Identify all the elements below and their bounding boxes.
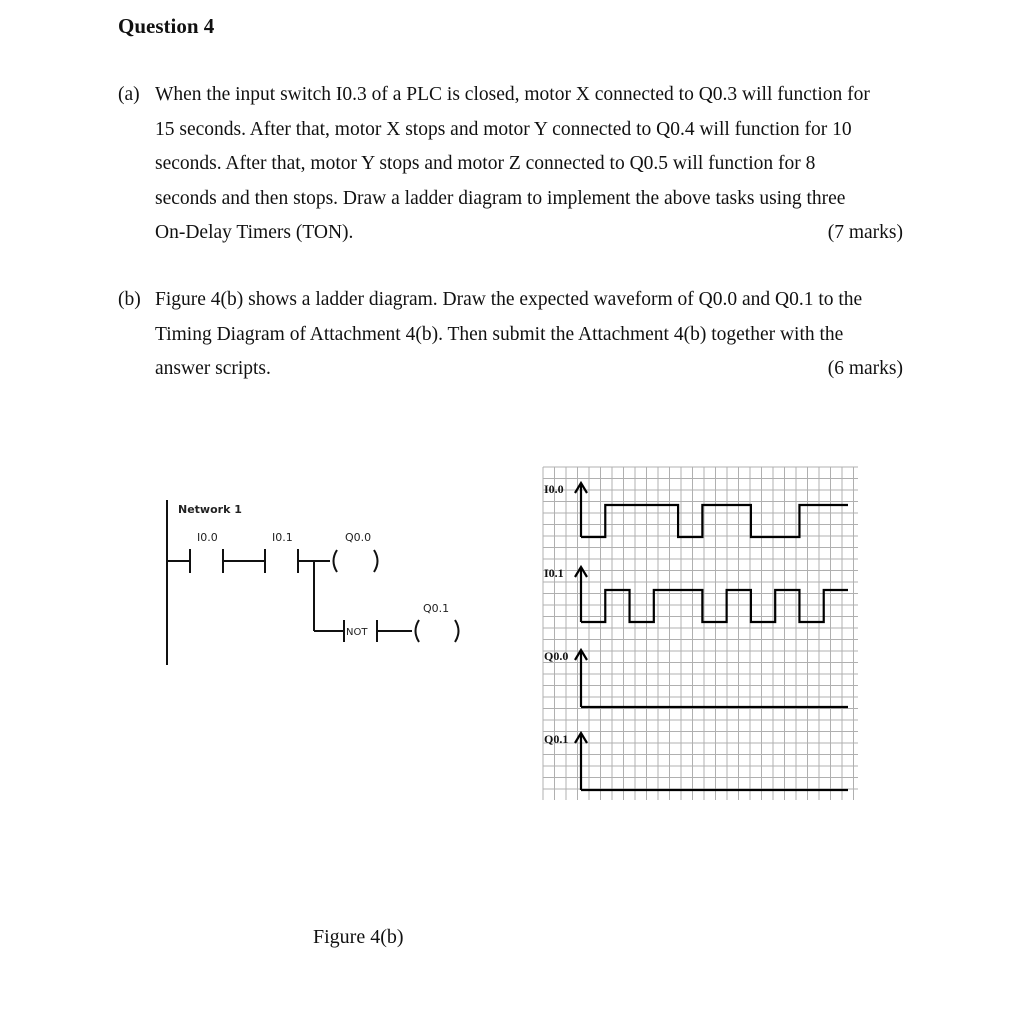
network-label: Network 1 bbox=[178, 503, 242, 516]
arrow-icon bbox=[575, 483, 587, 493]
part-b-line: Timing Diagram of Attachment 4(b). Then submit the Attachment 4(b) together with the bbox=[155, 323, 844, 345]
coil-q00-left bbox=[334, 550, 338, 572]
part-b bbox=[118, 283, 903, 387]
signal-waveform bbox=[581, 505, 848, 537]
part-b-label: (b) bbox=[118, 289, 141, 310]
contact-i01-label: I0.1 bbox=[272, 531, 293, 544]
part-b-marks: (6 marks) bbox=[827, 358, 903, 379]
coil-q01-right bbox=[455, 620, 459, 642]
part-a-line: When the input switch I0.3 of a PLC is closed, motor X connected to Q0.3 will function for bbox=[155, 84, 870, 105]
part-a-marks: (7 marks) bbox=[827, 222, 903, 243]
part-a-line: seconds and then stops. Draw a ladder diagram to implement the above tasks using three bbox=[155, 187, 846, 209]
timing-waves bbox=[581, 505, 848, 622]
signal-label: Q0.1 bbox=[544, 732, 569, 746]
part-b-line: Figure 4(b) shows a ladder diagram. Draw the expected waveform of Q0.0 and Q0.1 to the bbox=[155, 289, 863, 310]
timing-grid bbox=[543, 467, 858, 800]
part-a bbox=[118, 78, 903, 251]
coil-q01-left bbox=[416, 620, 420, 642]
part-a-line: 15 seconds. After that, motor X stops and motor Y connected to Q0.4 will function for 10 bbox=[155, 118, 852, 140]
timing-axes bbox=[575, 483, 848, 790]
question-title: Question 4 bbox=[118, 14, 215, 38]
part-a-text bbox=[155, 78, 903, 251]
part-b-last-line: answer scripts. bbox=[155, 358, 271, 379]
arrow-icon bbox=[575, 567, 587, 577]
part-a-label: (a) bbox=[118, 84, 140, 105]
signal-label: Q0.0 bbox=[544, 649, 569, 663]
timing-labels bbox=[544, 482, 568, 746]
signal-label: I0.0 bbox=[544, 482, 564, 496]
figure-caption: Figure 4(b) bbox=[313, 926, 404, 948]
signal-waveform bbox=[581, 590, 848, 622]
arrow-icon bbox=[575, 733, 587, 743]
coil-q00-label: Q0.0 bbox=[345, 531, 372, 544]
not-label: NOT bbox=[346, 627, 368, 638]
contact-i00-label: I0.0 bbox=[197, 531, 218, 544]
part-a-last-line: On-Delay Timers (TON). bbox=[155, 222, 354, 243]
part-b-text bbox=[155, 283, 903, 387]
arrow-icon bbox=[575, 650, 587, 660]
signal-label: I0.1 bbox=[544, 566, 564, 580]
part-a-line: seconds. After that, motor Y stops and motor Z connected to Q0.5 will function for 8 bbox=[155, 153, 816, 174]
coil-q00-right bbox=[374, 550, 378, 572]
coil-q01-label: Q0.1 bbox=[423, 602, 450, 615]
